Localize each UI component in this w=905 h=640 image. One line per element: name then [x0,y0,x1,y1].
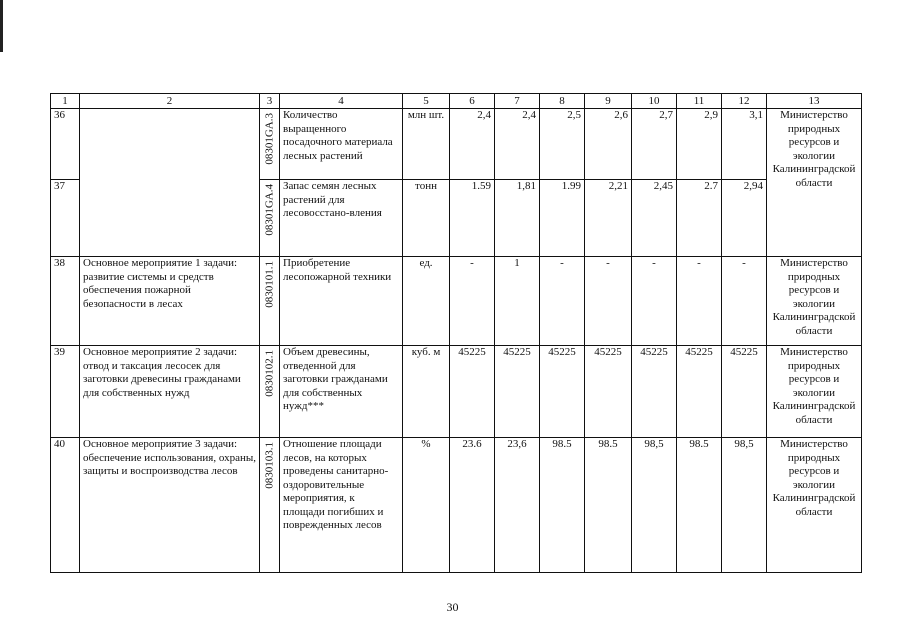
unit-cell: куб. м [403,346,450,438]
header-cell: 1 [51,94,80,109]
value-cell: 45225 [632,346,677,438]
indicator-cell: Приобретение лесопожарной техники [280,257,403,346]
value-cell: 2,7 [632,109,677,180]
code-text: 08301GA.4 [263,184,275,236]
code-cell [260,180,280,257]
header-cell: 10 [632,94,677,109]
event-cell: Основное мероприятие 2 задачи: отвод и таксация лесосек для заготовки древесины гражданами для собственных нужд [80,346,260,438]
value-cell: 2,94 [722,180,767,257]
indicator-cell: Объем древесины, отведенной для заготовки гражданами для собственных нужд*** [280,346,403,438]
unit-cell: тонн [403,180,450,257]
unit-cell: ед. [403,257,450,346]
responsible-cell: Министерство природных ресурсов и экологии Калининградской области [767,346,862,438]
value-cell: 98,5 [632,438,677,573]
header-cell: 12 [722,94,767,109]
responsible-cell: Министерство природных ресурсов и экологии Калининградской области [767,257,862,346]
value-cell: 45225 [585,346,632,438]
value-cell: 45225 [677,346,722,438]
row-number: 40 [51,438,80,573]
value-cell: 98.5 [585,438,632,573]
header-cell: 11 [677,94,722,109]
page-number: 30 [446,600,459,614]
value-cell: 45225 [450,346,495,438]
value-cell: 2,21 [585,180,632,257]
code-cell [260,109,280,180]
code-text: 08301GA.3 [263,113,275,165]
table-row [51,257,862,346]
value-cell: - [585,257,632,346]
value-cell: 45225 [540,346,585,438]
value-cell: 1 [495,257,540,346]
row-number: 37 [51,180,80,257]
value-cell: 98.5 [540,438,585,573]
value-cell: 45225 [722,346,767,438]
header-cell: 6 [450,94,495,109]
table-row [51,346,862,438]
value-cell: 45225 [495,346,540,438]
value-cell: 2,5 [540,109,585,180]
value-cell: 2.7 [677,180,722,257]
header-cell: 3 [260,94,280,109]
value-cell: 2,45 [632,180,677,257]
code-cell [260,257,280,346]
value-cell: 2,4 [450,109,495,180]
code-cell [260,346,280,438]
value-cell: - [677,257,722,346]
value-cell: 98.5 [677,438,722,573]
header-cell: 8 [540,94,585,109]
header-cell: 7 [495,94,540,109]
header-cell: 5 [403,94,450,109]
row-number: 36 [51,109,80,180]
code-text: 0830101.1 [263,261,275,308]
responsible-cell: Министерство природных ресурсов и экологии Калининградской области [767,438,862,573]
value-cell: - [450,257,495,346]
value-cell: 1,81 [495,180,540,257]
unit-cell: млн шт. [403,109,450,180]
row-number: 38 [51,257,80,346]
indicator-cell: Отношение площади лесов, на которых проведены санитарно-оздоровительные мероприятия, к площади погибших и поврежденных лесов [280,438,403,573]
indicators-table [50,93,862,573]
value-cell: - [540,257,585,346]
event-cell: Основное мероприятие 3 задачи: обеспечение использования, охраны, защиты и воспроизводства лесов [80,438,260,573]
value-cell: 23,6 [495,438,540,573]
value-cell: 1.59 [450,180,495,257]
table-row [51,109,862,180]
value-cell: 1.99 [540,180,585,257]
value-cell: - [632,257,677,346]
value-cell: 98,5 [722,438,767,573]
responsible-cell: Министерство природных ресурсов и экологии Калининградской области [767,109,862,257]
row-number: 39 [51,346,80,438]
indicator-cell: Запас семян лесных растений для лесовосстано-вления [280,180,403,257]
header-row [51,94,862,109]
code-text: 0830102.1 [263,350,275,397]
code-text: 0830103.1 [263,442,275,489]
header-cell: 9 [585,94,632,109]
value-cell: 3,1 [722,109,767,180]
value-cell: 23.6 [450,438,495,573]
indicator-cell: Количество выращенного посадочного материала лесных растений [280,109,403,180]
unit-cell: % [403,438,450,573]
header-cell: 4 [280,94,403,109]
table-row [51,438,862,573]
margin-mark [0,0,3,52]
event-cell: Основное мероприятие 1 задачи: развитие системы и средств обеспечения пожарной безопасности в лесах [80,257,260,346]
value-cell: 2,4 [495,109,540,180]
event-cell [80,109,260,257]
header-cell: 13 [767,94,862,109]
header-cell: 2 [80,94,260,109]
value-cell: - [722,257,767,346]
value-cell: 2,9 [677,109,722,180]
value-cell: 2,6 [585,109,632,180]
code-cell [260,438,280,573]
